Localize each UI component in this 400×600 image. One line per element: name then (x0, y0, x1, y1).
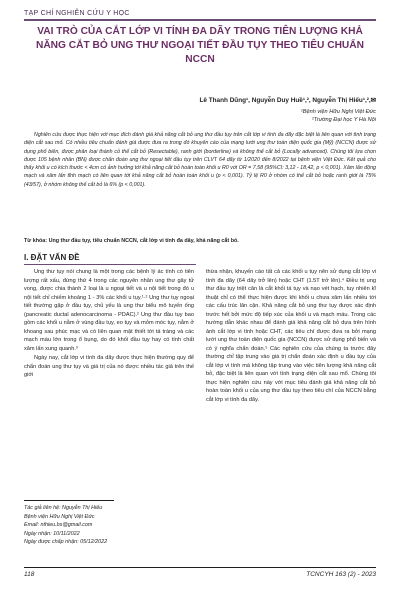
section-rule (24, 264, 196, 265)
correspondence-notes (24, 504, 107, 547)
intro-paragraph-2-cont: thừa nhận, khuyến cáo tất cả các khối u tụy nên sử dụng cắt lớp vi tính đa dãy (64 dãy trở lên) hoặc CHT (1.5T trở lên).⁴ Điều trị ung thư đầu tụy triệt căn là cắt khối tá tụy và nạo vét hạch, tuy nhiên kĩ thuật chỉ có thể thực hiện được khi khối u chưa xâm lấn nhiều tới các cấu trúc lân cận. Khả năng cắt bỏ ung thư tụy được xác định trước hết bởi mức độ tiếp xúc của khối u và mạch máu. Trong các hướng dẫn khác nhau để đánh giá khả năng cắt bỏ dựa trên hình ảnh cắt lớp vi tính hoặc CHT, các tiêu chí được đưa ra bởi mạng lưới ung thư toàn diện quốc gia (NCCN) được sử dụng phổ biến và có ý nghĩa chẩn đoán.⁵ Các nghiên cứu của chúng ta trước đây thường chỉ tập trung vào giá trị chẩn đoán xác định u đầu tụy của cắt lớp vi tính mà không tập trung vào việc tiên lượng khả năng cắt bỏ, đặc biệt là liên quan với tình trạng diện cắt sau mổ. Chúng tôi thực hiện nghiên cứu này với mục tiêu đánh giá khả năng cắt bỏ hoàn toàn khối u của ung thư đầu tụy theo tiêu chí của NCCN bằng cắt lớp vi tính đa dãy. (206, 269, 376, 403)
footer-rule (24, 567, 376, 568)
body-column-right (206, 268, 376, 405)
note-corresponding-author: Tác giả liên hệ: Nguyễn Thị Hiếu (24, 505, 103, 511)
journal-citation: TCNCYH 163 (2) - 2023 (306, 571, 376, 578)
article-title: VAI TRÒ CỦA CẮT LỚP VI TÍNH ĐA DÃY TRONG TIÊN LƯỢNG KHẢ NĂNG CẮT BỎ UNG THƯ NGOẠI TIẾT ĐẦU TỤY THEO TIÊU CHUẨN NCCN (35, 26, 365, 65)
affiliation-1: ¹Bệnh viện Hữu Nghị Việt Đức (300, 109, 376, 115)
affiliation-2: ²Trường Đại học Y Hà Nội (311, 117, 376, 123)
abstract-text: Nghiên cứu được thực hiện với mục đích đánh giá khả năng cắt bỏ ung thư đầu tụy trên cắt lớp vi tính đa dãy đặc biệt là liên quan với tình trạng diện cắt sau mổ. Có nhiều tiêu chuẩn đánh giá được đưa ra trong đó khuyến cáo của mạng lưới ung thư toàn diện quốc gia (Mỹ) (NCCN) được sử dụng phổ biến, được phân loại thành cỏ thể cắt bỏ (Resectable), ranh giới (borderline) và không thể cắt bỏ (Locally advanced). Chúng tôi lựa chọn được 105 bệnh nhân (BN) được chẩn đoán ung thư ngoại tiết đầu tụy trên CLVT 64 dãy từ 1/2020 đến 8/2022 tại bệnh viện Việt Đức. Kết quả cho thấy khối u có kích thước < 4cm có ảnh hưởng tới khả năng cắt bỏ hoàn toàn khối u R0 với OR = 7,58 (95%CI: 3,12 - 18,42, p < 0,001). Xâm lấn động mạch và xâm lấn tĩnh mạch có liên quan tới khả năng cắt bỏ hoàn toàn khối u (p < 0,001). Tỷ lệ R0 ở nhóm có thể cắt bỏ hoặc ranh giới là 75% (43/57), ở nhóm không thể cắt bỏ là 6% (p < 0,001). (24, 132, 376, 188)
body-column-left (24, 268, 194, 381)
intro-paragraph-2: Ngày nay, cắt lớp vi tính đa dãy được thực hiện thường quy để chẩn đoán ung thư tụy và giá trị của nó được nhiều tác giả trên thế giới (24, 355, 194, 378)
note-email[interactable]: Email: nthieu.bs@gmail.com (24, 522, 93, 529)
note-accepted-date: Ngày được chấp nhận: 05/12/2022 (24, 539, 108, 546)
affiliations (301, 108, 376, 124)
keywords: Từ khóa: Ung thư đầu tụy, tiêu chuẩn NCCN, cắt lớp vi tính đa dãy, khả năng cắt bỏ. (24, 238, 239, 244)
header-rule (24, 19, 376, 21)
intro-paragraph-1: Ung thư tụy nói chung là một trong các bệnh lý ác tính có tiên lượng rất xấu, đứng thứ 4 trong các nguyên nhân ung thư gây tử vong, được chia thành 2 loại là u ngoại tiết và u nội tiết trong đó u nội tiết chỉ chiếm khoảng 1 - 3% các khối u tụy.¹·² Ung thư tụy ngoại tiết thường gặp ở đầu tụy, chủ yếu là ung thư biểu mô tuyến ống (pancreatic ductal adenocarcinoma - PDAC).² Ung thư đầu tụy bao gồm các khối u nằm ở vùng đầu tụy, eo tụy và mỏm móc tụy, nằm ở khoang sau phúc mạc và có liên quan mật thiết tới tá tràng và các mạch máu lớn trong ổ bụng, do đó khối đầu tụy hay có tính chất xâm lấn xung quanh.³ (24, 269, 194, 352)
abstract (24, 131, 376, 189)
journal-section-tag: TẠP CHÍ NGHIÊN CỨU Y HỌC (24, 10, 130, 17)
authors: Lê Thanh Dũng¹, Nguyễn Duy Huề¹,², Nguyễn Thị Hiếu¹,²,✉ (199, 97, 376, 104)
note-institution: Bệnh viện Hữu Nghị Việt Đức (24, 513, 95, 520)
notes-rule (24, 500, 114, 501)
section-heading-introduction: I. ĐẶT VẤN ĐỀ (24, 253, 80, 262)
note-received-date: Ngày nhận: 10/11/2022 (24, 530, 80, 537)
page-number: 118 (24, 571, 35, 578)
